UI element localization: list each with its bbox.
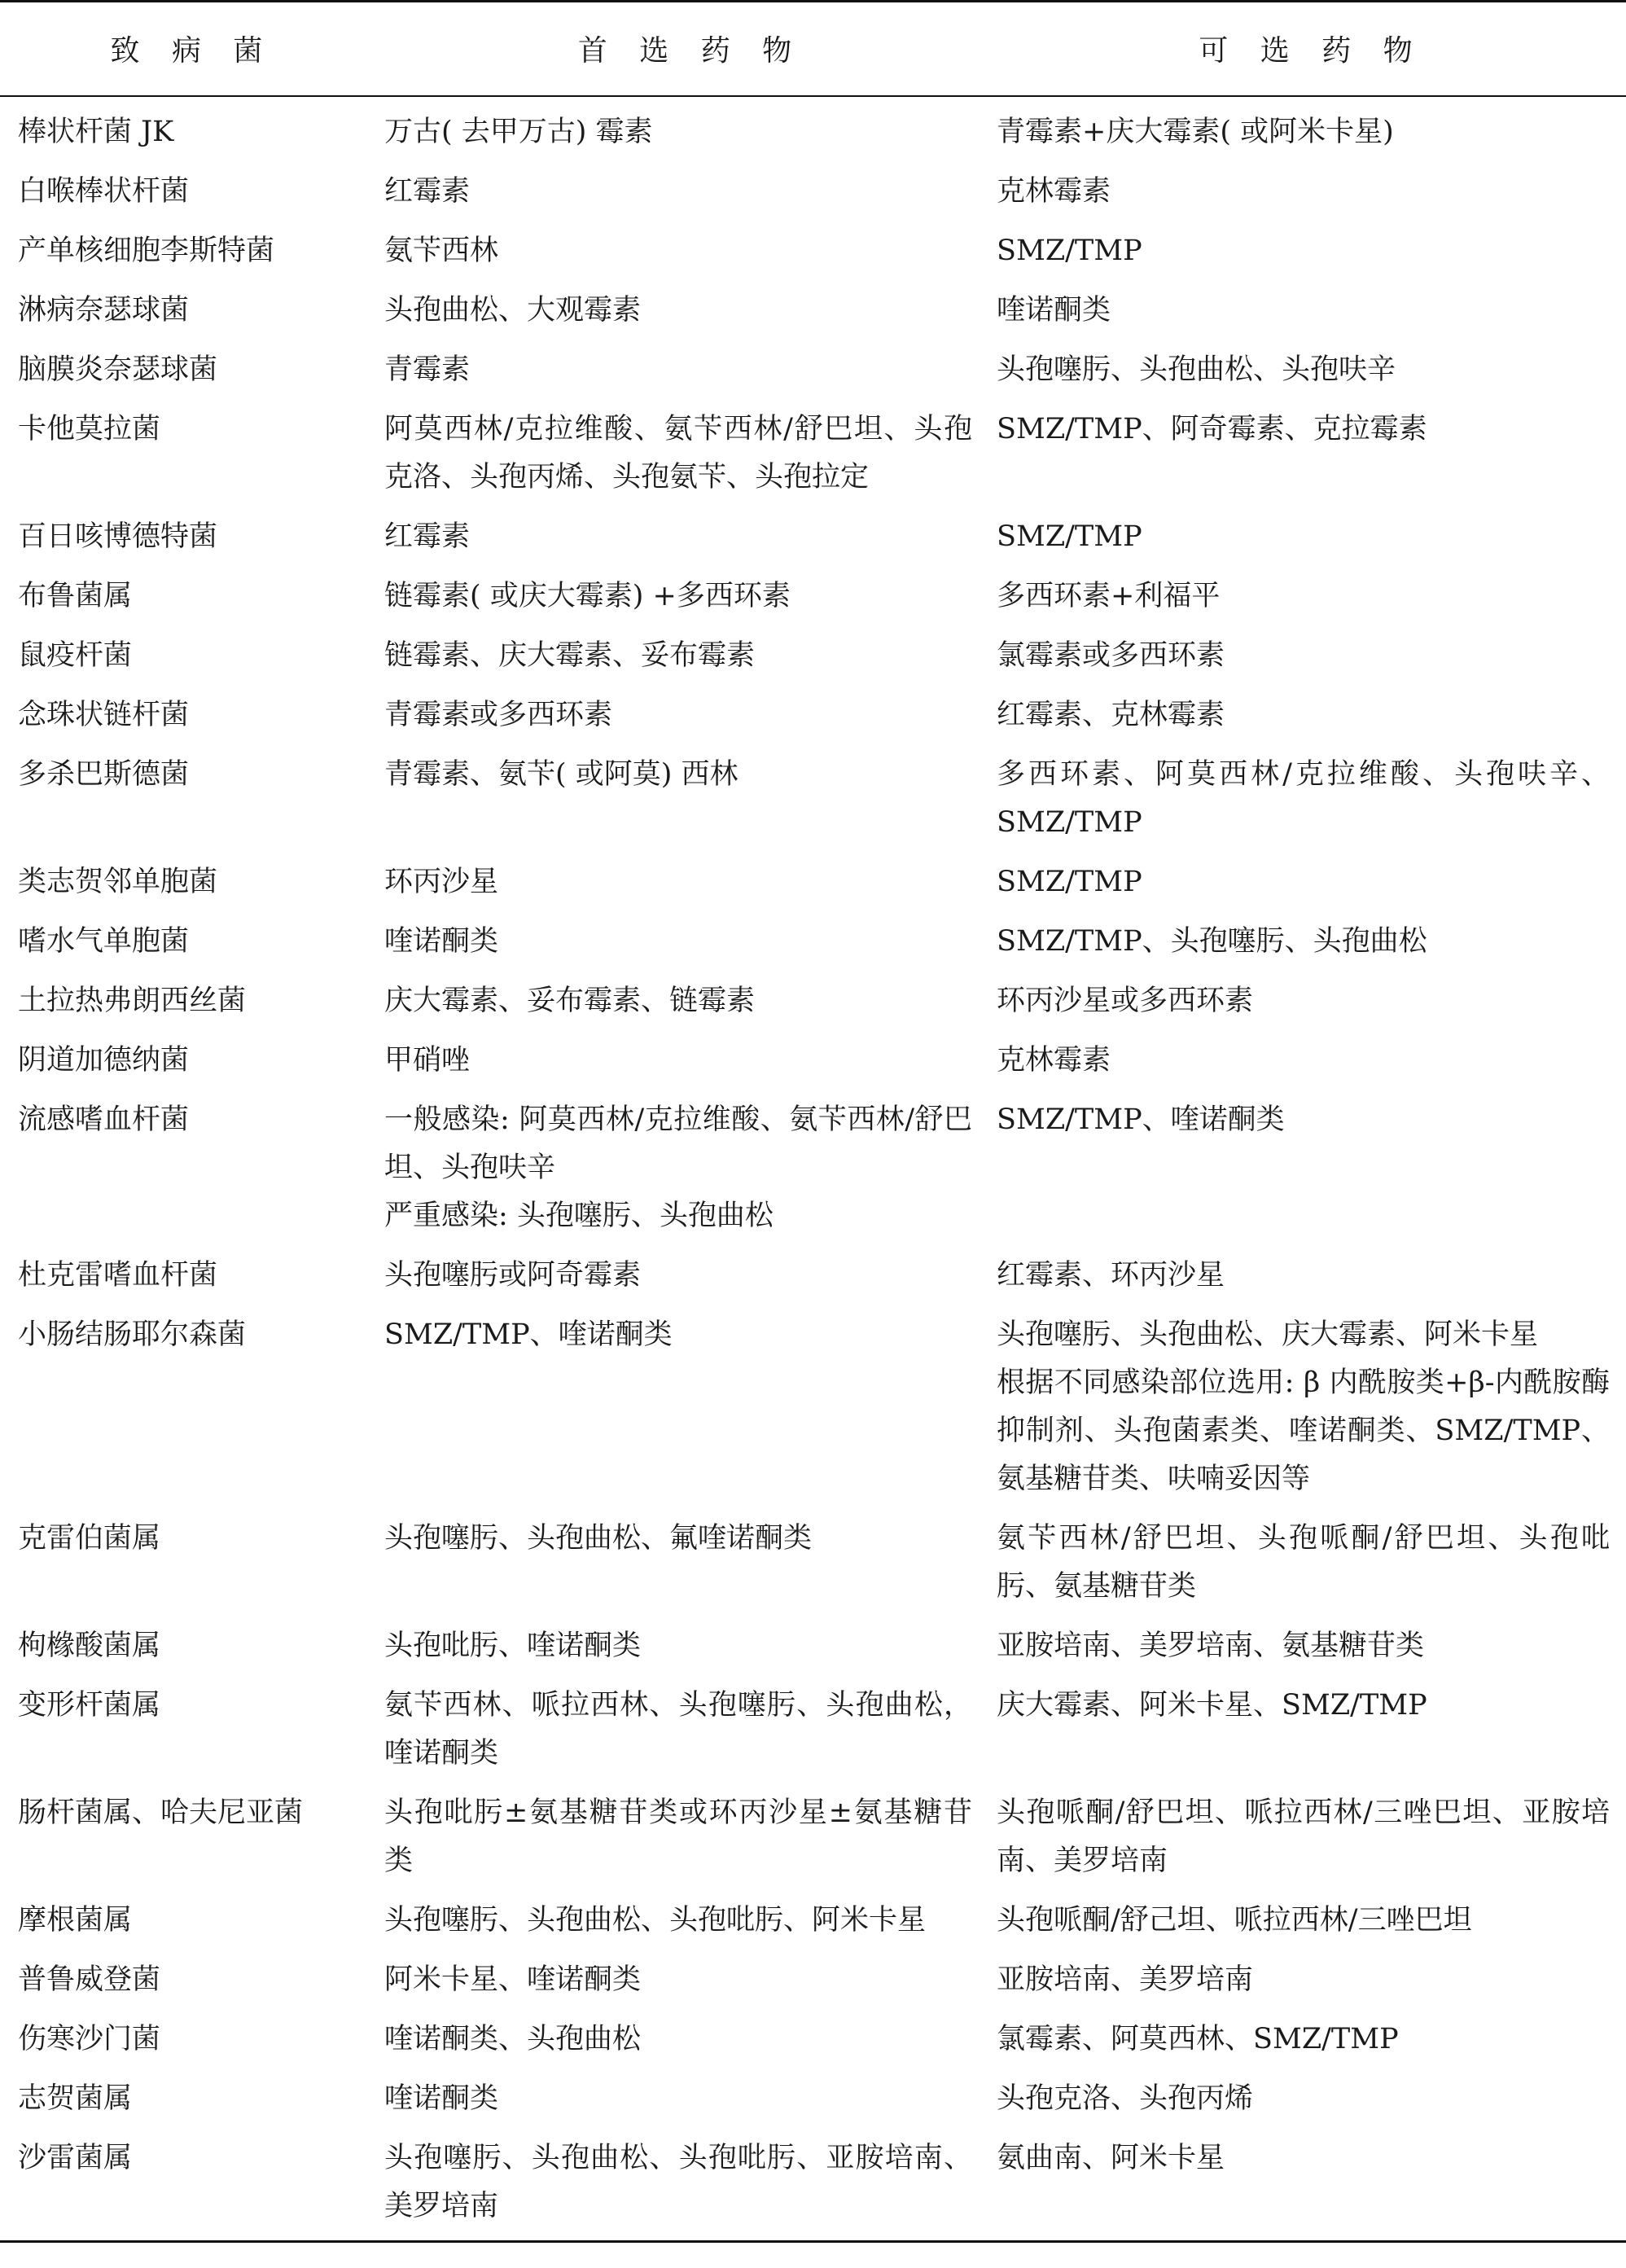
table-row	[0, 2004, 1626, 2064]
cell-alt: 氯霉素或多西环素	[997, 638, 1225, 672]
cell-first: 链霉素、庆大霉素、妥布霉素	[384, 638, 756, 672]
cell-pathogen: 百日咳博德特菌	[18, 520, 218, 553]
cell-pathogen: 摩根菌属	[18, 1903, 133, 1937]
table-row	[0, 156, 1626, 216]
table-row	[0, 1945, 1626, 2004]
cell-pathogen: 土拉热弗朗西丝菌	[18, 984, 247, 1017]
header-row	[0, 2, 1626, 96]
table-row	[0, 96, 1626, 156]
cell-pathogen: 枸橼酸菌属	[18, 1629, 161, 1662]
cell-alt: 克林霉素	[997, 174, 1111, 208]
cell-alt: SMZ/TMP	[997, 865, 1142, 898]
cell-first: 青霉素	[384, 353, 471, 386]
cell-pathogen: 类志贺邻单胞菌	[18, 865, 218, 898]
cell-first: 头孢噻肟、头孢曲松、头孢吡肟、阿米卡星	[384, 1903, 927, 1937]
cell-alt: 青霉素+庆大霉素( 或阿米卡星)	[997, 115, 1394, 148]
table-row	[0, 847, 1626, 906]
cell-pathogen: 念珠状链杆菌	[18, 698, 190, 731]
cell-alt: SMZ/TMP、阿奇霉素、克拉霉素	[997, 412, 1427, 445]
cell-alt: 克林霉素	[997, 1043, 1111, 1077]
cell-first: 喹诺酮类	[384, 924, 499, 958]
cell-pathogen: 棒状杆菌 JK	[18, 115, 174, 148]
cell-pathogen: 淋病奈瑟球菌	[18, 293, 190, 327]
cell-pathogen: 脑膜炎奈瑟球菌	[18, 353, 218, 386]
cell-first: 甲硝唑	[384, 1043, 471, 1077]
cell-alt: 氨曲南、阿米卡星	[997, 2123, 1626, 2242]
cell-pathogen: 产单核细胞李斯特菌	[18, 234, 275, 267]
cell-pathogen: 小肠结肠耶尔森菌	[18, 1318, 247, 1351]
cell-first: 红霉素	[384, 174, 471, 208]
cell-first: 喹诺酮类	[384, 2082, 499, 2115]
cell-first: 青霉素、氨苄( 或阿莫) 西林	[384, 757, 738, 791]
cell-first: 庆大霉素、妥布霉素、链霉素	[384, 984, 756, 1017]
cell-alt: 氨苄西林/舒巴坦、头孢哌酮/舒巴坦、头孢吡肟、氨基糖苷类	[997, 1521, 1610, 1603]
table-row	[0, 1300, 1626, 1503]
cell-alt: 头孢克洛、头孢丙烯	[997, 2082, 1254, 2115]
cell-alt: 环丙沙星或多西环素	[997, 984, 1254, 1017]
cell-first: 头孢吡肟、喹诺酮类	[384, 1629, 642, 1662]
cell-alt: SMZ/TMP、喹诺酮类	[997, 1103, 1285, 1136]
table-row	[0, 906, 1626, 966]
table-row	[0, 275, 1626, 335]
cell-pathogen: 变形杆菌属	[18, 1688, 161, 1722]
table-row	[0, 2123, 1626, 2242]
table-row	[0, 561, 1626, 621]
table-body	[0, 96, 1626, 2242]
table-row	[0, 1503, 1626, 1611]
cell-alt: 头孢噻肟、头孢曲松、头孢呋辛	[997, 353, 1396, 386]
cell-first: 阿莫西林/克拉维酸、氨苄西林/舒巴坦、头孢克洛、头孢丙烯、头孢氨苄、头孢拉定	[384, 412, 972, 494]
cell-alt: 庆大霉素、阿米卡星、SMZ/TMP	[997, 1688, 1427, 1722]
cell-first: 喹诺酮类、头孢曲松	[384, 2022, 642, 2055]
cell-pathogen: 鼠疫杆菌	[18, 638, 133, 672]
cell-pathogen: 伤寒沙门菌	[18, 2022, 161, 2055]
cell-first: 氨苄西林、哌拉西林、头孢噻肟、头孢曲松，喹诺酮类	[384, 1688, 972, 1770]
table-row	[0, 335, 1626, 394]
cell-alt: 红霉素、环丙沙星	[997, 1258, 1225, 1292]
cell-pathogen: 杜克雷嗜血杆菌	[18, 1258, 218, 1292]
cell-first: 头孢曲松、大观霉素	[384, 293, 642, 327]
table-row	[0, 739, 1626, 847]
cell-first: 头孢噻肟、头孢曲松、氟喹诺酮类	[384, 1521, 813, 1555]
cell-pathogen: 阴道加德纳菌	[18, 1043, 190, 1077]
cell-alt: 喹诺酮类	[997, 293, 1111, 327]
cell-first: 链霉素( 或庆大霉素) +多西环素	[384, 579, 791, 612]
table-row	[0, 680, 1626, 739]
cell-pathogen: 肠杆菌属、哈夫尼亚菌	[18, 1796, 304, 1829]
cell-alt: 头孢噻肟、头孢曲松、庆大霉素、阿米卡星 根据不同感染部位选用: β 内酰胺类+β-内酰胺酶抑制剂、头孢菌素类、喹诺酮类、SMZ/TMP、氨基糖苷类、呋喃妥因等	[997, 1318, 1610, 1495]
cell-alt: 氯霉素、阿莫西林、SMZ/TMP	[997, 2022, 1399, 2055]
cell-first: 阿米卡星、喹诺酮类	[384, 1963, 642, 1996]
header-first-choice-drugs: 首 选 药 物	[384, 2, 997, 96]
table-row	[0, 394, 1626, 502]
header-alternative-drugs: 可 选 药 物	[997, 2, 1626, 96]
cell-pathogen: 嗜水气单胞菌	[18, 924, 190, 958]
cell-first: SMZ/TMP、喹诺酮类	[384, 1318, 673, 1351]
table-row	[0, 1670, 1626, 1778]
cell-pathogen: 白喉棒状杆菌	[18, 174, 190, 208]
table-row	[0, 1611, 1626, 1670]
header-pathogen: 致 病 菌	[0, 2, 384, 96]
cell-pathogen: 克雷伯菌属	[18, 1521, 161, 1555]
cell-pathogen: 流感嗜血杆菌	[18, 1103, 190, 1136]
table-row	[0, 1025, 1626, 1085]
cell-alt: 红霉素、克林霉素	[997, 698, 1225, 731]
table-row	[0, 1885, 1626, 1945]
cell-alt: 多西环素+利福平	[997, 579, 1221, 612]
cell-first: 万古( 去甲万古) 霉素	[384, 115, 653, 148]
cell-alt: 多西环素、阿莫西林/克拉维酸、头孢呋辛、SMZ/TMP	[997, 757, 1610, 839]
cell-alt: SMZ/TMP	[997, 234, 1142, 267]
cell-first: 头孢噻肟、头孢曲松、头孢吡肟、亚胺培南、美罗培南	[384, 2123, 997, 2242]
table-header	[0, 2, 1626, 96]
cell-first: 头孢噻肟或阿奇霉素	[384, 1258, 642, 1292]
table-row	[0, 1240, 1626, 1300]
cell-pathogen: 多杀巴斯德菌	[18, 757, 190, 791]
cell-alt: SMZ/TMP、头孢噻肟、头孢曲松	[997, 924, 1427, 958]
cell-first: 红霉素	[384, 520, 471, 553]
table-row	[0, 216, 1626, 275]
cell-pathogen: 志贺菌属	[18, 2082, 133, 2115]
cell-first: 一般感染: 阿莫西林/克拉维酸、氨苄西林/舒巴坦、头孢呋辛 严重感染: 头孢噻肟、头孢曲松	[384, 1103, 972, 1232]
table-row	[0, 1085, 1626, 1240]
cell-alt: 头孢哌酮/舒巴坦、哌拉西林/三唑巴坦、亚胺培南、美罗培南	[997, 1796, 1610, 1877]
cell-first: 氨苄西林	[384, 234, 499, 267]
cell-pathogen: 卡他莫拉菌	[18, 412, 161, 445]
table-row	[0, 2064, 1626, 2123]
table-row	[0, 621, 1626, 680]
cell-first: 青霉素或多西环素	[384, 698, 613, 731]
table-row	[0, 1778, 1626, 1885]
cell-first: 环丙沙星	[384, 865, 499, 898]
cell-pathogen: 普鲁威登菌	[18, 1963, 161, 1996]
cell-pathogen: 布鲁菌属	[18, 579, 133, 612]
cell-pathogen: 沙雷菌属	[0, 2123, 384, 2242]
cell-alt: 头孢哌酮/舒己坦、哌拉西林/三唑巴坦	[997, 1903, 1472, 1937]
cell-alt: 亚胺培南、美罗培南	[997, 1963, 1254, 1996]
cell-alt: 亚胺培南、美罗培南、氨基糖苷类	[997, 1629, 1425, 1662]
table-row	[0, 502, 1626, 561]
cell-alt: SMZ/TMP	[997, 520, 1142, 553]
table-row	[0, 966, 1626, 1025]
cell-first: 头孢吡肟±氨基糖苷类或环丙沙星±氨基糖苷类	[384, 1796, 972, 1877]
